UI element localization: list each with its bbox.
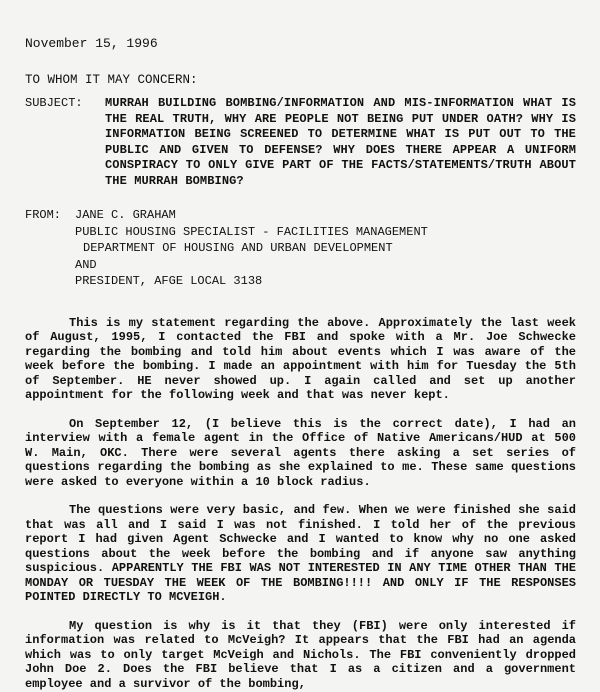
subject-block: [25, 96, 576, 189]
from-block: [25, 207, 576, 290]
from-line-and: AND: [75, 257, 97, 272]
from-line-name: JANE C. GRAHAM: [75, 208, 176, 222]
body-paragraph-2: On September 12, (I believe this is the correct date), I had an interview with a female agent in the Office of Native Americans/HUD at 500 W. Main, OKC. There were several agents there asking a set series of questions regarding the bombing as she explained to me. These same questions were asked to everyone within a 10 block radius.: [25, 416, 576, 489]
from-line-department: DEPARTMENT OF HOUSING AND URBAN DEVELOPMENT: [83, 241, 393, 255]
from-line-president: PRESIDENT, AFGE LOCAL 3138: [75, 274, 263, 288]
body-paragraph-3: The questions were very basic, and few. When we were finished she said that was all and I said I was not finished. I told her of the previous report I had given Agent Schwecke and I wanted to know why no one asked questions about the week before the bombing and if anyone saw anything suspicious. APPARENTLY THE FBI WAS NOT INTERESTED IN ANY TIME OTHER THAN THE MONDAY OR TUESDAY THE WEEK OF THE BOMBING!!!! AND ONLY IF THE RESPONSES POINTED DIRECTLY TO MCVEIGH.: [25, 503, 576, 604]
salutation: TO WHOM IT MAY CONCERN:: [25, 73, 198, 87]
subject-label: SUBJECT:: [25, 96, 83, 110]
from-label: FROM:: [25, 208, 62, 222]
from-line-title: PUBLIC HOUSING SPECIALIST - FACILITIES MANAGEMENT: [75, 224, 428, 239]
subject-text: MURRAH BUILDING BOMBING/INFORMATION AND MIS-INFORMATION WHAT IS THE REAL TRUTH, WHY ARE PEOPLE NOT BEING PUT UNDER OATH? WHY IS INFORMATION BEING SCREENED TO DETERMINE WHAT IS PUT OUT TO THE PUBLIC AND GIVEN TO DEFENSE? WHY DOES THERE APPEAR A UNIFORM CONSPIRACY TO ONLY GIVE PART OF THE FACTS/STATEMENTS/TRUTH ABOUT THE MURRAH BOMBING?: [105, 96, 576, 188]
body-paragraph-1: This is my statement regarding the above. Approximately the last week of August, 1995, I contacted the FBI and spoke with a Mr. Joe Schwecke regarding the bombing and told him about events which I was aware of the week before the bombing. I made an appointment with him for Tuesday the 5th of September. HE never showed up. I again called and set up another appointment for the following week and that was never kept.: [25, 315, 576, 402]
body-paragraph-4: My question is why is it that they (FBI) were only interested if information was related to McVeigh? It appears that the FBI had an agenda which was to only target McVeigh and Nichols. The FBI conveniently dropped John Doe 2. Does the FBI believe that I as a citizen and a government employee and a survivor of the bombing,: [25, 618, 576, 691]
letter-date: November 15, 1996: [25, 36, 158, 51]
from-lines: [75, 207, 428, 290]
